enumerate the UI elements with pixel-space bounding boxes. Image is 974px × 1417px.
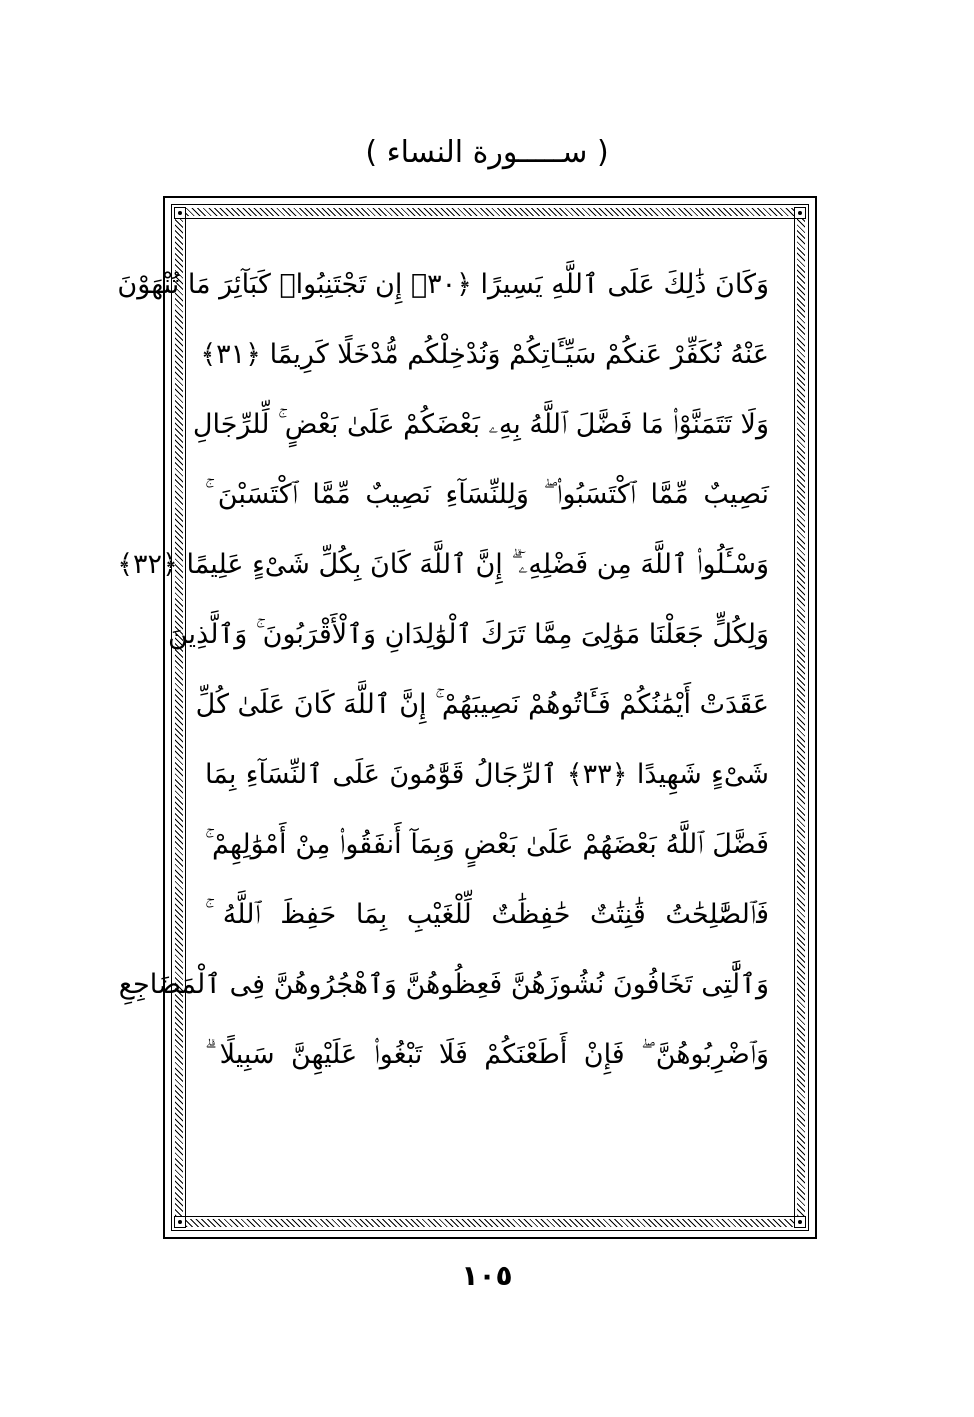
- frame-corner-ornament-icon: [794, 207, 806, 219]
- page-number: ١٠٥: [461, 1259, 513, 1292]
- verse-line: فَٱلصَّٰلِحَٰتُ قَٰنِتَٰتٌ حَٰفِظَٰتٌ لِّلْغَيْبِ بِمَا حَفِظَ ٱللَّهُ ۚ: [205, 899, 769, 930]
- frame-corner-ornament-icon: [174, 1216, 186, 1228]
- verse-line: وَلِكُلٍّ جَعَلْنَا مَوَٰلِىَ مِمَّا تَرَكَ ٱلْوَٰلِدَانِ وَٱلْأَقْرَبُونَ ۚ وَٱلَّذِينَ: [168, 619, 769, 650]
- verse-text-block: [117, 250, 769, 1090]
- verse-line: وَلَا تَتَمَنَّوْا۟ مَا فَضَّلَ ٱللَّهُ بِهِۦ بَعْضَكُمْ عَلَىٰ بَعْضٍ ۚ لِّلرِّجَالِ: [192, 409, 769, 440]
- verse-line: وَٱلَّٰتِى تَخَافُونَ نُشُوزَهُنَّ فَعِظُوهُنَّ وَٱهْجُرُوهُنَّ فِى ٱلْمَضَاجِعِ: [118, 969, 769, 1000]
- verse-line: فَضَّلَ ٱللَّهُ بَعْضَهُمْ عَلَىٰ بَعْضٍ وَبِمَآ أَنفَقُوا۟ مِنْ أَمْوَٰلِهِمْ ۚ: [205, 829, 769, 860]
- verse-line: نَصِيبٌ مِّمَّا ٱكْتَسَبُوا۟ ۖ وَلِلنِّسَآءِ نَصِيبٌ مِّمَّا ٱكْتَسَبْنَ ۚ: [205, 479, 769, 510]
- verse-line: شَىْءٍ شَهِيدًا ﴿٣٣﴾ ٱلرِّجَالُ قَوَّٰمُونَ عَلَى ٱلنِّسَآءِ بِمَا: [205, 759, 769, 790]
- verse-line: وَسْـَٔلُوا۟ ٱللَّهَ مِن فَضْلِهِۦٓ ۗ إِنَّ ٱللَّهَ كَانَ بِكُلِّ شَىْءٍ عَلِيمًا ﴿٣٢﴾: [117, 549, 769, 580]
- verse-line: وَكَانَ ذَٰلِكَ عَلَى ٱللَّهِ يَسِيرًا ﴿٣٠﴾ إِن تَجْتَنِبُوا۟ كَبَآئِرَ مَا تُنْهَوْنَ: [117, 269, 769, 300]
- verse-line: عَنْهُ نُكَفِّرْ عَنكُمْ سَيِّـَٔاتِكُمْ وَنُدْخِلْكُم مُّدْخَلًا كَرِيمًا ﴿٣١﴾: [200, 339, 769, 370]
- frame-corner-ornament-icon: [794, 1216, 806, 1228]
- verse-line: وَٱضْرِبُوهُنَّ ۖ فَإِنْ أَطَعْنَكُمْ فَلَا تَبْغُوا۟ عَلَيْهِنَّ سَبِيلًا ۗ: [205, 1039, 769, 1070]
- frame-corner-ornament-icon: [174, 207, 186, 219]
- verse-line: عَقَدَتْ أَيْمَٰنُكُمْ فَـَٔاتُوهُمْ نَصِيبَهُمْ ۚ إِنَّ ٱللَّهَ كَانَ عَلَىٰ كُلِّ: [195, 689, 769, 720]
- surah-title: ( ســـــورة النساء ): [365, 135, 609, 170]
